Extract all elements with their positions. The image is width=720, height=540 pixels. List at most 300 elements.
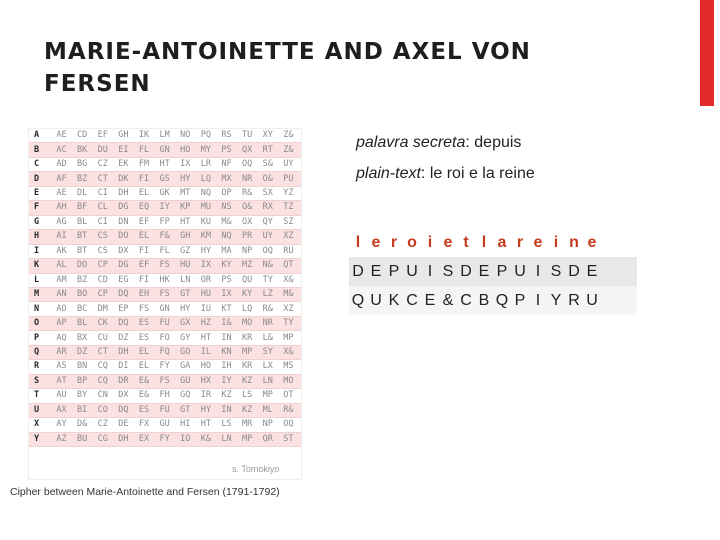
cipher-pair: Z& <box>280 129 301 143</box>
cipher-pair: AN <box>53 287 74 301</box>
cipher-pair: GY <box>177 331 198 345</box>
cipher-pair: FQ <box>156 345 177 359</box>
cipher-row <box>29 244 301 258</box>
cipher-pair: DE <box>115 418 136 432</box>
cipher-pair: QX <box>239 143 260 157</box>
cipher-pair: GO <box>177 345 198 359</box>
letter-cell: I <box>529 257 547 286</box>
letter-cell: E <box>367 257 385 286</box>
cipher-pair: BT <box>74 244 95 258</box>
cipher-pair: KM <box>198 230 219 244</box>
cipher-pair: DZ <box>115 331 136 345</box>
cipher-key-letter: X <box>29 418 53 432</box>
letter-cell: E <box>421 286 439 315</box>
cipher-row <box>29 418 301 432</box>
cipher-pair: R& <box>260 302 281 316</box>
cipher-pair: ES <box>136 331 157 345</box>
letter-cell: U <box>403 257 421 286</box>
cipher-pair: IY <box>156 201 177 215</box>
cipher-pair: BU <box>74 432 95 446</box>
cipher-pair: IH <box>218 360 239 374</box>
cipher-pair: KZ <box>218 389 239 403</box>
cipher-pair: HO <box>177 143 198 157</box>
cipher-pair: NO <box>177 129 198 143</box>
accent-bar <box>700 0 714 106</box>
cipher-pair: DG <box>115 201 136 215</box>
cipher-pair: NR <box>239 172 260 186</box>
letter-cell: & <box>439 286 457 315</box>
cipher-key-letter: Y <box>29 432 53 446</box>
letter-cell: P <box>511 286 529 315</box>
letter-cell: e <box>367 228 385 257</box>
encryption-table <box>349 228 637 315</box>
cipher-pair: S& <box>260 157 281 171</box>
letter-cell: I <box>421 257 439 286</box>
cipher-pair: PS <box>218 143 239 157</box>
cipher-pair: M& <box>280 287 301 301</box>
cipher-pair: UY <box>280 157 301 171</box>
plain-label: plain-text <box>356 165 421 182</box>
cipher-key-letter: M <box>29 287 53 301</box>
cipher-pair: HT <box>198 418 219 432</box>
cipher-row <box>29 302 301 316</box>
cipher-pair: K& <box>198 432 219 446</box>
cipher-pair: CZ <box>95 157 116 171</box>
cipher-pair: L& <box>260 331 281 345</box>
cipher-pair: N& <box>260 259 281 273</box>
cipher-pair: KP <box>177 201 198 215</box>
cipher-pair: RU <box>280 244 301 258</box>
cipher-pair: SY <box>260 345 281 359</box>
letter-cell: e <box>529 228 547 257</box>
cipher-pair: HY <box>177 302 198 316</box>
cipher-pair: MA <box>218 244 239 258</box>
cipher-pair: DR <box>115 374 136 388</box>
cipher-pair: HI <box>177 418 198 432</box>
cipher-pair: NP <box>239 244 260 258</box>
letter-cell: Q <box>493 286 511 315</box>
cipher-pair: FI <box>136 273 157 287</box>
cipher-pair: KT <box>218 302 239 316</box>
letter-cell: P <box>493 257 511 286</box>
cipher-pair: Z& <box>280 143 301 157</box>
cipher-pair: IX <box>177 157 198 171</box>
cipher-pair: OX <box>239 215 260 229</box>
cipher-pair: GN <box>156 143 177 157</box>
cipher-pair: GX <box>177 316 198 330</box>
cipher-pair: OR <box>198 273 219 287</box>
cipher-pair: DM <box>95 302 116 316</box>
cipher-pair: BI <box>74 403 95 417</box>
cipher-pair: TZ <box>280 201 301 215</box>
cipher-pair: AO <box>53 302 74 316</box>
cipher-row <box>29 403 301 417</box>
cipher-pair: PR <box>239 230 260 244</box>
letter-cell: i <box>547 228 565 257</box>
cipher-pair: AE <box>53 129 74 143</box>
cipher-pair: KZ <box>239 403 260 417</box>
cipher-pair: QT <box>280 259 301 273</box>
cipher-pair: AS <box>53 360 74 374</box>
letter-cell: a <box>493 228 511 257</box>
cipher-pair: IN <box>218 403 239 417</box>
cipher-pair: CI <box>95 186 116 200</box>
cipher-pair: CN <box>95 389 116 403</box>
cipher-pair: EF <box>136 259 157 273</box>
cipher-pair: IX <box>218 287 239 301</box>
cipher-pair: CT <box>95 172 116 186</box>
cipher-pair: OQ <box>280 418 301 432</box>
letter-cell: D <box>457 257 475 286</box>
cipher-pair: FY <box>156 360 177 374</box>
cipher-pair: O& <box>260 172 281 186</box>
cipher-pair: MY <box>198 143 219 157</box>
cipher-pair: TY <box>280 316 301 330</box>
cipher-pair: DL <box>74 186 95 200</box>
cipher-pair: HT <box>198 331 219 345</box>
cipher-pair: NR <box>260 316 281 330</box>
cipher-pair: LN <box>177 273 198 287</box>
cipher-pair: FH <box>156 389 177 403</box>
cipher-row <box>29 259 301 273</box>
cipher-row <box>29 316 301 330</box>
cipher-pair: X& <box>280 345 301 359</box>
letter-cell: Y <box>547 286 565 315</box>
cipher-pair: EX <box>136 432 157 446</box>
cipher-pair: HU <box>177 259 198 273</box>
cipher-pair: BP <box>74 374 95 388</box>
letter-cell <box>619 286 637 315</box>
cipher-pair: DQ <box>115 287 136 301</box>
cipher-pair: DN <box>115 215 136 229</box>
cipher-pair: EH <box>136 287 157 301</box>
cipher-pair: HT <box>177 215 198 229</box>
cipher-row <box>29 287 301 301</box>
cipher-key-letter: O <box>29 316 53 330</box>
cipher-pair: TY <box>260 273 281 287</box>
cipher-pair: DQ <box>115 403 136 417</box>
cipher-row <box>29 273 301 287</box>
cipher-pair: EQ <box>136 201 157 215</box>
cipher-pair: IL <box>198 345 219 359</box>
letter-cell <box>601 286 619 315</box>
cipher-pair: BO <box>74 287 95 301</box>
cipher-pair: HY <box>198 244 219 258</box>
cipher-pair: LR <box>198 157 219 171</box>
cipher-pair: HU <box>198 287 219 301</box>
cipher-pair: CO <box>95 403 116 417</box>
cipher-pair: KY <box>218 259 239 273</box>
cipher-key-letter: T <box>29 389 53 403</box>
cipher-row <box>29 331 301 345</box>
letter-cell: E <box>583 257 601 286</box>
key-row <box>349 257 637 286</box>
secret-value: depuis <box>474 134 522 151</box>
cipher-pair: BF <box>74 201 95 215</box>
cipher-pair: CQ <box>95 360 116 374</box>
letter-cell: D <box>565 257 583 286</box>
cipher-pair: AF <box>53 172 74 186</box>
plain-value: le roi e la reine <box>429 165 535 182</box>
cipher-pair: EL <box>136 345 157 359</box>
cipher-pair: GA <box>177 360 198 374</box>
cipher-pair: DZ <box>74 345 95 359</box>
cipher-pair: FM <box>136 157 157 171</box>
cipher-key-letter: C <box>29 157 53 171</box>
cipher-pair: EI <box>115 143 136 157</box>
cipher-pair: CZ <box>95 418 116 432</box>
cipher-pair: FO <box>156 331 177 345</box>
cipher-pair: SZ <box>280 215 301 229</box>
cipher-pair: UY <box>260 230 281 244</box>
cipher-pair: LQ <box>198 172 219 186</box>
cipher-pair: DH <box>115 186 136 200</box>
cipher-pair: MX <box>218 172 239 186</box>
cipher-table-image <box>28 128 302 480</box>
cipher-pair: RT <box>260 143 281 157</box>
cipher-pair: FL <box>136 143 157 157</box>
cipher-row <box>29 374 301 388</box>
cipher-pair: OQ <box>239 157 260 171</box>
cipher-pair: GH <box>177 230 198 244</box>
cipher-key-letter: L <box>29 273 53 287</box>
cipher-pair: FS <box>136 302 157 316</box>
cipher-pair: AQ <box>53 331 74 345</box>
cipher-pair: HK <box>156 273 177 287</box>
plain-text-line: plain-text: le roi e la reine <box>356 165 535 182</box>
cipher-pair: FI <box>136 172 157 186</box>
cipher-pair: I& <box>218 316 239 330</box>
cipher-pair: CD <box>74 129 95 143</box>
cipher-pair: QR <box>260 432 281 446</box>
cipher-pair: QU <box>239 273 260 287</box>
cipher-pair: DG <box>115 259 136 273</box>
cipher-row <box>29 157 301 171</box>
cipher-pair: IO <box>177 432 198 446</box>
cipher-pair: AM <box>53 273 74 287</box>
cipher-pair: LQ <box>239 302 260 316</box>
cipher-pair: ML <box>260 403 281 417</box>
cipher-pair: FS <box>156 287 177 301</box>
cipher-pair: AY <box>53 418 74 432</box>
cipher-key-letter: I <box>29 244 53 258</box>
cipher-pair: MP <box>260 389 281 403</box>
cipher-pair: EF <box>136 215 157 229</box>
cipher-pair: IR <box>198 389 219 403</box>
cipher-pair: GZ <box>177 244 198 258</box>
cipher-pair: LS <box>218 418 239 432</box>
cipher-pair: CS <box>95 230 116 244</box>
cipher-pair: FX <box>136 418 157 432</box>
letter-cell: r <box>385 228 403 257</box>
cipher-pair: GK <box>156 186 177 200</box>
cipher-pair: KU <box>198 215 219 229</box>
cipher-pair: BL <box>74 316 95 330</box>
cipher-row <box>349 286 637 315</box>
cipher-pair: D& <box>74 418 95 432</box>
cipher-pair: FU <box>156 403 177 417</box>
cipher-pair: IU <box>198 302 219 316</box>
cipher-pair: OT <box>280 389 301 403</box>
letter-cell: Q <box>349 286 367 315</box>
cipher-pair: XZ <box>280 230 301 244</box>
cipher-pair: MR <box>239 418 260 432</box>
cipher-pair: FS <box>156 259 177 273</box>
cipher-row <box>29 143 301 157</box>
cipher-pair: FI <box>136 244 157 258</box>
cipher-pair: DH <box>115 345 136 359</box>
cipher-pair: NQ <box>198 186 219 200</box>
cipher-pair: AR <box>53 345 74 359</box>
cipher-pair: FU <box>156 316 177 330</box>
cipher-pair: GH <box>115 129 136 143</box>
cipher-pair: EK <box>115 157 136 171</box>
cipher-pair: LS <box>239 389 260 403</box>
plain-text-row <box>349 228 637 257</box>
cipher-pair: MZ <box>239 259 260 273</box>
letter-cell: l <box>475 228 493 257</box>
cipher-pair: CP <box>95 259 116 273</box>
cipher-pair: GT <box>177 403 198 417</box>
cipher-key-letter: A <box>29 129 53 143</box>
cipher-pair: F& <box>156 230 177 244</box>
cipher-pair: YZ <box>280 186 301 200</box>
cipher-pair: AP <box>53 316 74 330</box>
letter-cell <box>601 228 619 257</box>
cipher-pair: HZ <box>198 316 219 330</box>
cipher-pair: KZ <box>239 374 260 388</box>
cipher-key-letter: K <box>29 259 53 273</box>
cipher-pair: BK <box>74 143 95 157</box>
cipher-pair: M& <box>218 215 239 229</box>
cipher-pair: BN <box>74 360 95 374</box>
cipher-key-letter: Q <box>29 345 53 359</box>
cipher-key-letter: F <box>29 201 53 215</box>
cipher-pair: LZ <box>260 287 281 301</box>
cipher-pair: DX <box>115 244 136 258</box>
cipher-pair: CG <box>95 432 116 446</box>
letter-cell: C <box>457 286 475 315</box>
cipher-pair: DH <box>115 432 136 446</box>
cipher-pair: NF <box>218 157 239 171</box>
cipher-pair: X& <box>280 273 301 287</box>
cipher-pair: GU <box>156 418 177 432</box>
cipher-pair: BZ <box>74 172 95 186</box>
letter-cell: E <box>475 257 493 286</box>
cipher-key-letter: R <box>29 360 53 374</box>
cipher-pair: AL <box>53 259 74 273</box>
cipher-pair: HO <box>198 360 219 374</box>
secret-label: palavra secreta <box>356 134 466 151</box>
cipher-pair: AK <box>53 244 74 258</box>
cipher-pair: HY <box>177 172 198 186</box>
letter-cell <box>619 228 637 257</box>
cipher-pair: ES <box>136 403 157 417</box>
cipher-pair: CK <box>95 316 116 330</box>
letter-cell: l <box>349 228 367 257</box>
cipher-pair: LX <box>260 360 281 374</box>
cipher-pair: EL <box>136 186 157 200</box>
cipher-pair: MU <box>198 201 219 215</box>
letter-cell <box>601 257 619 286</box>
letter-cell: S <box>439 257 457 286</box>
cipher-pair: XZ <box>280 302 301 316</box>
cipher-pair: FS <box>156 374 177 388</box>
cipher-pair: O& <box>239 201 260 215</box>
letter-cell: t <box>457 228 475 257</box>
cipher-pair: CP <box>95 287 116 301</box>
cipher-pair: BY <box>74 389 95 403</box>
cipher-pair: AH <box>53 201 74 215</box>
cipher-pair: TU <box>239 129 260 143</box>
cipher-pair: LN <box>260 374 281 388</box>
cipher-pair: DU <box>95 143 116 157</box>
cipher-pair: LN <box>218 432 239 446</box>
cipher-key-letter: B <box>29 143 53 157</box>
cipher-pair: OQ <box>260 244 281 258</box>
cipher-row <box>29 186 301 200</box>
cipher-pair: MT <box>177 186 198 200</box>
letter-cell: B <box>475 286 493 315</box>
cipher-pair: PU <box>280 172 301 186</box>
letter-cell: S <box>547 257 565 286</box>
cipher-pair: R& <box>280 403 301 417</box>
cipher-pair: IK <box>136 129 157 143</box>
letter-cell: r <box>511 228 529 257</box>
cipher-pair: EF <box>95 129 116 143</box>
cipher-pair: HY <box>198 403 219 417</box>
cipher-pair: GQ <box>177 389 198 403</box>
letter-cell: o <box>403 228 421 257</box>
cipher-table <box>29 129 301 447</box>
figure-caption: Cipher between Marie-Antoinette and Fersen (1791-1792) <box>10 486 280 498</box>
cipher-pair: FY <box>156 432 177 446</box>
cipher-key-letter: S <box>29 374 53 388</box>
cipher-pair: DO <box>115 230 136 244</box>
letter-cell <box>619 257 637 286</box>
letter-cell: I <box>529 286 547 315</box>
cipher-pair: CQ <box>95 374 116 388</box>
cipher-pair: CI <box>95 215 116 229</box>
cipher-pair: AU <box>53 389 74 403</box>
letter-cell: D <box>349 257 367 286</box>
cipher-key-letter: D <box>29 172 53 186</box>
cipher-pair: GN <box>156 302 177 316</box>
letter-cell: R <box>565 286 583 315</box>
cipher-pair: CU <box>95 331 116 345</box>
cipher-pair: DX <box>115 389 136 403</box>
cipher-pair: GU <box>177 374 198 388</box>
cipher-pair: MS <box>280 360 301 374</box>
cipher-row <box>29 345 301 359</box>
cipher-pair: MO <box>280 374 301 388</box>
cipher-pair: DK <box>115 172 136 186</box>
cipher-pair: HX <box>198 374 219 388</box>
cipher-pair: KR <box>239 331 260 345</box>
cipher-pair: GS <box>156 172 177 186</box>
cipher-pair: DI <box>115 360 136 374</box>
cipher-pair: PS <box>218 273 239 287</box>
cipher-pair: AD <box>53 157 74 171</box>
figure-credit: s. Tomokiyo <box>232 464 280 474</box>
letter-cell: U <box>367 286 385 315</box>
cipher-pair: KY <box>239 287 260 301</box>
cipher-pair: KN <box>218 345 239 359</box>
cipher-pair: EG <box>115 273 136 287</box>
cipher-pair: NP <box>260 418 281 432</box>
cipher-pair: RS <box>218 129 239 143</box>
cipher-row <box>29 215 301 229</box>
